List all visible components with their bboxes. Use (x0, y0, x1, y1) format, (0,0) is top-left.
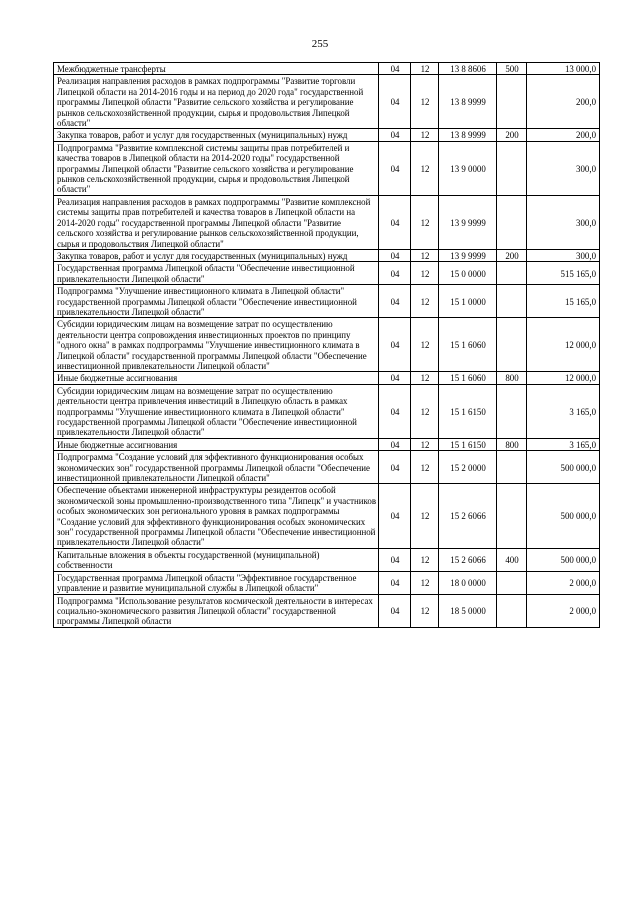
row-amount: 3 165,0 (527, 438, 600, 450)
row-description: Подпрограмма "Развитие комплексной системы защиты прав потребителей и качества товаров в Липецкой области на 2014-2020 годы" государственной программы Липецкой области "Развитие сельского хозяйства и регулирование рынков сельскохозяйственной продукции, сырья и продовольствия Липецкой области" (54, 141, 379, 195)
row-section: 04 (379, 249, 411, 261)
row-description: Субсидии юридическим лицам на возмещение затрат по осуществлению деятельности центра привлечения инвестиций в Липецкую область в рамках подпрограммы "Улучшение инвестиционного климата в Липецкой области" государственной программы Липецкой области "Обеспечение инвестиционной привлекательности Липецкой области" (54, 384, 379, 438)
row-expense-type (497, 285, 527, 318)
row-section: 04 (379, 285, 411, 318)
table-row (54, 129, 600, 141)
row-amount: 500 000,0 (527, 548, 600, 571)
row-description: Подпрограмма "Улучшение инвестиционного климата в Липецкой области" государственной программы Липецкой области "Обеспечение инвестиционной привлекательности Липецкой области" (54, 285, 379, 318)
row-subsection: 12 (411, 484, 439, 548)
row-expense-type (497, 451, 527, 484)
row-section: 04 (379, 129, 411, 141)
row-subsection: 12 (411, 438, 439, 450)
row-target-article: 15 0 0000 (439, 262, 497, 285)
row-target-article: 13 8 8606 (439, 63, 497, 75)
row-target-article: 13 9 9999 (439, 195, 497, 249)
budget-table-body (54, 63, 600, 628)
table-row (54, 249, 600, 261)
row-expense-type: 200 (497, 249, 527, 261)
row-expense-type (497, 318, 527, 372)
row-subsection: 12 (411, 249, 439, 261)
row-amount: 2 000,0 (527, 571, 600, 594)
row-description: Государственная программа Липецкой области "Обеспечение инвестиционной привлекательности Липецкой области" (54, 262, 379, 285)
row-subsection: 12 (411, 285, 439, 318)
row-target-article: 15 2 6066 (439, 548, 497, 571)
row-description: Подпрограмма "Создание условий для эффективного функционирования особых экономических зон" государственной программы Липецкой области "Обеспечение инвестиционной привлекательности Липецкой области" (54, 451, 379, 484)
row-subsection: 12 (411, 75, 439, 129)
row-description: Субсидии юридическим лицам на возмещение затрат по осуществлению деятельности центра сопровождения инвестиционных проектов по принципу "одного окна" в рамках подпрограммы "Улучшение инвестиционного климата в Липецкой области" государственной программы Липецкой области "Обеспечение инвестиционной привлекательности Липецкой области" (54, 318, 379, 372)
row-expense-type (497, 141, 527, 195)
row-subsection: 12 (411, 372, 439, 384)
row-section: 04 (379, 195, 411, 249)
table-row (54, 438, 600, 450)
row-amount: 500 000,0 (527, 484, 600, 548)
row-target-article: 15 1 6150 (439, 384, 497, 438)
row-expense-type: 800 (497, 372, 527, 384)
row-expense-type (497, 484, 527, 548)
row-amount: 300,0 (527, 249, 600, 261)
row-section: 04 (379, 262, 411, 285)
row-subsection: 12 (411, 141, 439, 195)
row-expense-type (497, 384, 527, 438)
row-target-article: 13 8 9999 (439, 129, 497, 141)
row-description: Подпрограмма "Использование результатов космической деятельности в интересах социально-экономического развития Липецкой области" государственной программы Липецкой области (54, 594, 379, 627)
row-subsection: 12 (411, 129, 439, 141)
row-description: Реализация направления расходов в рамках подпрограммы "Развитие торговли Липецкой области на 2014-2016 годы и на период до 2020 года" государственной программы Липецкой области "Развитие сельского хозяйства и регулирование рынков сельскохозяйственной продукции, сырья и продовольствия Липецкой области" (54, 75, 379, 129)
table-row (54, 384, 600, 438)
row-amount: 500 000,0 (527, 451, 600, 484)
row-expense-type (497, 594, 527, 627)
row-expense-type (497, 571, 527, 594)
row-subsection: 12 (411, 195, 439, 249)
row-expense-type: 500 (497, 63, 527, 75)
row-section: 04 (379, 141, 411, 195)
row-amount: 12 000,0 (527, 372, 600, 384)
row-section: 04 (379, 451, 411, 484)
row-description: Иные бюджетные ассигнования (54, 438, 379, 450)
row-amount: 12 000,0 (527, 318, 600, 372)
row-section: 04 (379, 438, 411, 450)
row-target-article: 15 1 6060 (439, 372, 497, 384)
row-section: 04 (379, 548, 411, 571)
row-amount: 200,0 (527, 75, 600, 129)
row-amount: 300,0 (527, 195, 600, 249)
table-row (54, 141, 600, 195)
row-subsection: 12 (411, 318, 439, 372)
row-description: Государственная программа Липецкой области "Эффективное государственное управление и развитие муниципальной службы в Липецкой области" (54, 571, 379, 594)
row-target-article: 18 5 0000 (439, 594, 497, 627)
row-amount: 15 165,0 (527, 285, 600, 318)
row-target-article: 15 2 6066 (439, 484, 497, 548)
row-description: Межбюджетные трансферты (54, 63, 379, 75)
row-description: Реализация направления расходов в рамках подпрограммы "Развитие комплексной системы защиты прав потребителей и качества товаров в Липецкой области на 2014-2020 годы" государственной программы Липецкой области "Развитие сельского хозяйства и регулирование рынков сельскохозяйственной продукции, сырья и продовольствия Липецкой области" (54, 195, 379, 249)
row-expense-type: 800 (497, 438, 527, 450)
row-amount: 515 165,0 (527, 262, 600, 285)
table-row (54, 571, 600, 594)
row-subsection: 12 (411, 571, 439, 594)
row-section: 04 (379, 571, 411, 594)
row-expense-type: 400 (497, 548, 527, 571)
row-target-article: 15 1 0000 (439, 285, 497, 318)
row-expense-type (497, 262, 527, 285)
row-target-article: 18 0 0000 (439, 571, 497, 594)
table-row (54, 75, 600, 129)
table-row (54, 195, 600, 249)
row-expense-type (497, 75, 527, 129)
table-row (54, 63, 600, 75)
row-subsection: 12 (411, 63, 439, 75)
row-amount: 13 000,0 (527, 63, 600, 75)
row-target-article: 15 1 6060 (439, 318, 497, 372)
row-description: Обеспечение объектами инженерной инфраструктуры резидентов особой экономической зоны промышленно-производственного типа "Липецк" и участников особых экономических зон регионального уровня в рамках подпрограммы "Создание условий для эффективного функционирования особых экономических зон" государственной программы Липецкой области "Обеспечение инвестиционной привлекательности Липецкой области" (54, 484, 379, 548)
row-target-article: 15 1 6150 (439, 438, 497, 450)
row-subsection: 12 (411, 548, 439, 571)
row-description: Иные бюджетные ассигнования (54, 372, 379, 384)
row-subsection: 12 (411, 384, 439, 438)
row-description: Закупка товаров, работ и услуг для государственных (муниципальных) нужд (54, 129, 379, 141)
row-amount: 2 000,0 (527, 594, 600, 627)
row-description: Закупка товаров, работ и услуг для государственных (муниципальных) нужд (54, 249, 379, 261)
row-section: 04 (379, 75, 411, 129)
row-description: Капитальные вложения в объекты государственной (муниципальной) собственности (54, 548, 379, 571)
row-expense-type: 200 (497, 129, 527, 141)
row-amount: 300,0 (527, 141, 600, 195)
row-section: 04 (379, 63, 411, 75)
row-section: 04 (379, 594, 411, 627)
budget-table (53, 62, 600, 628)
row-section: 04 (379, 318, 411, 372)
row-target-article: 13 9 9999 (439, 249, 497, 261)
table-row (54, 262, 600, 285)
row-section: 04 (379, 372, 411, 384)
row-expense-type (497, 195, 527, 249)
row-subsection: 12 (411, 594, 439, 627)
table-row (54, 548, 600, 571)
row-subsection: 12 (411, 451, 439, 484)
row-target-article: 13 8 9999 (439, 75, 497, 129)
row-target-article: 13 9 0000 (439, 141, 497, 195)
row-section: 04 (379, 484, 411, 548)
table-row (54, 372, 600, 384)
table-row (54, 318, 600, 372)
row-target-article: 15 2 0000 (439, 451, 497, 484)
page-number: 255 (311, 38, 329, 50)
table-row (54, 451, 600, 484)
table-row (54, 594, 600, 627)
row-subsection: 12 (411, 262, 439, 285)
table-row (54, 285, 600, 318)
table-row (54, 484, 600, 548)
row-section: 04 (379, 384, 411, 438)
row-amount: 200,0 (527, 129, 600, 141)
row-amount: 3 165,0 (527, 384, 600, 438)
